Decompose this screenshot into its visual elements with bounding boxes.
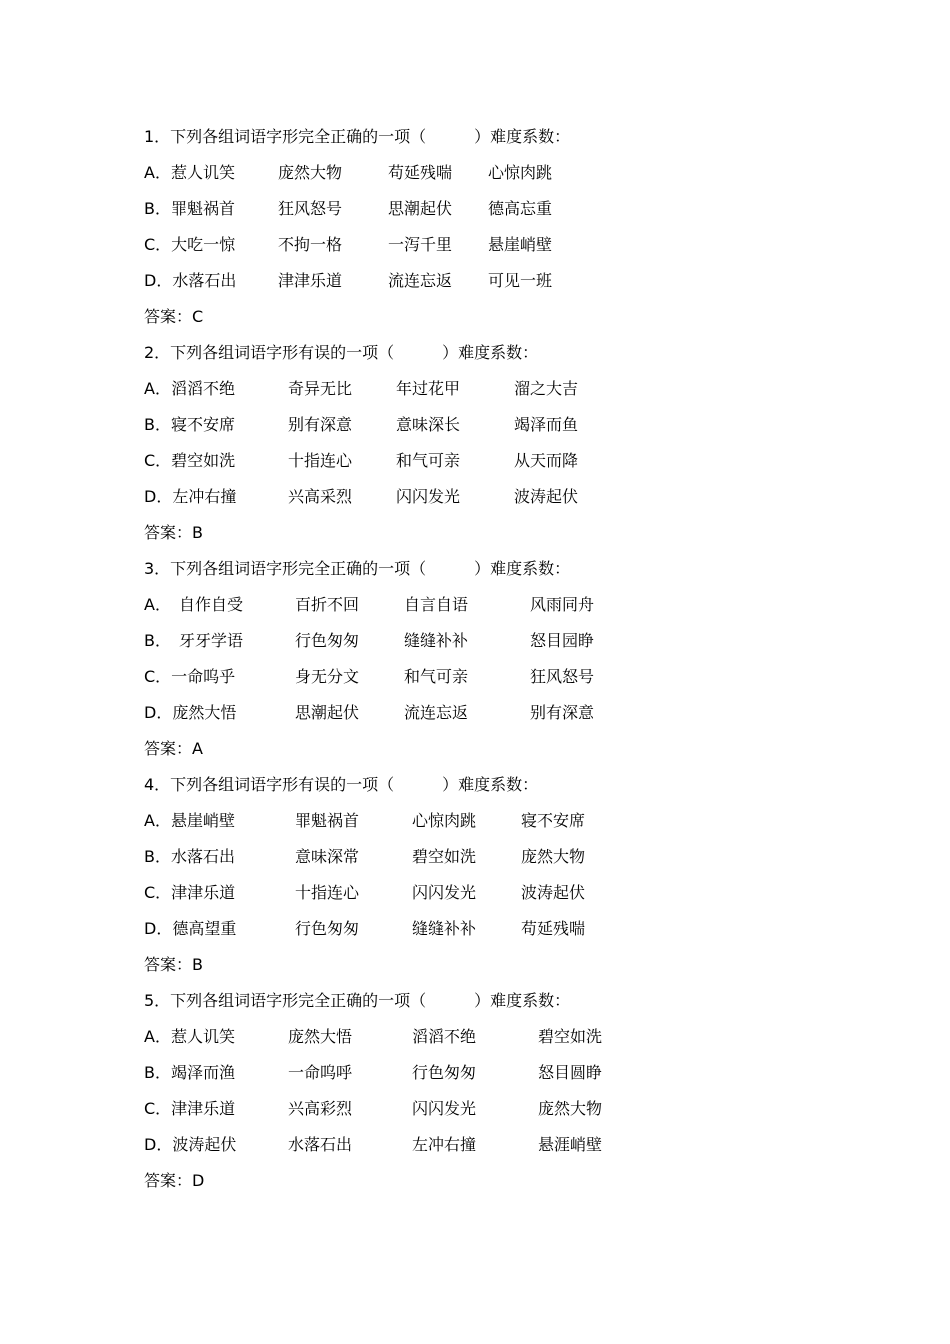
option-term: D．德高望重 bbox=[144, 919, 237, 938]
option-term: 波涛起伏 bbox=[514, 487, 579, 506]
option-term: 怒目园睁 bbox=[530, 631, 595, 650]
option-term: 思潮起伏 bbox=[295, 703, 360, 722]
option-term: 水落石出 bbox=[288, 1135, 353, 1154]
option-term: A． 自作自受 bbox=[144, 595, 243, 614]
option-term: 行色匆匆 bbox=[295, 919, 360, 938]
option-term: B． 牙牙学语 bbox=[144, 631, 243, 650]
option-term: 十指连心 bbox=[288, 451, 353, 470]
option-term: 不拘一格 bbox=[278, 235, 343, 254]
option-term: 十指连心 bbox=[295, 883, 360, 902]
option-term: 怒目圆睁 bbox=[538, 1063, 603, 1082]
option-term: 闪闪发光 bbox=[396, 487, 461, 506]
option-term: 从天而降 bbox=[514, 451, 579, 470]
option-term: 别有深意 bbox=[530, 703, 595, 722]
option-term: A．惹人讥笑 bbox=[144, 1027, 235, 1046]
option-term: 庞然大悟 bbox=[288, 1027, 353, 1046]
option-term: A．悬崖峭壁 bbox=[144, 811, 235, 830]
question-4-stem: 4．下列各组词语字形有误的一项（ ）难度系数： bbox=[144, 775, 539, 794]
option-term: 心惊肉跳 bbox=[412, 811, 477, 830]
option-term: 津津乐道 bbox=[278, 271, 343, 290]
option-term: 竭泽而鱼 bbox=[514, 415, 579, 434]
option-term: 波涛起伏 bbox=[521, 883, 586, 902]
question-3-stem: 3．下列各组词语字形完全正确的一项（ ）难度系数： bbox=[144, 559, 571, 578]
option-term: 意味深常 bbox=[295, 847, 360, 866]
option-term: C．碧空如洗 bbox=[144, 451, 236, 470]
option-term: 流连忘返 bbox=[404, 703, 469, 722]
option-term: 缝缝补补 bbox=[412, 919, 477, 938]
option-term: D．左冲右撞 bbox=[144, 487, 237, 506]
option-term: 德高忘重 bbox=[488, 199, 553, 218]
option-term: 悬涯峭壁 bbox=[538, 1135, 603, 1154]
option-term: 碧空如洗 bbox=[412, 847, 477, 866]
question-5-stem: 5．下列各组词语字形完全正确的一项（ ）难度系数： bbox=[144, 991, 571, 1010]
option-term: C．津津乐道 bbox=[144, 883, 236, 902]
option-term: B．竭泽而渔 bbox=[144, 1063, 235, 1082]
option-term: 意味深长 bbox=[396, 415, 461, 434]
option-term: 风雨同舟 bbox=[530, 595, 595, 614]
option-term: 流连忘返 bbox=[388, 271, 453, 290]
option-term: 和气可亲 bbox=[404, 667, 469, 686]
option-term: 一泻千里 bbox=[388, 235, 453, 254]
option-term: D．庞然大悟 bbox=[144, 703, 237, 722]
option-term: 庞然大物 bbox=[521, 847, 586, 866]
question-2-stem: 2．下列各组词语字形有误的一项（ ）难度系数： bbox=[144, 343, 539, 362]
option-term: 闪闪发光 bbox=[412, 883, 477, 902]
option-term: B．罪魁祸首 bbox=[144, 199, 235, 218]
option-term: 心惊肉跳 bbox=[488, 163, 553, 182]
option-term: 狂风怒号 bbox=[530, 667, 595, 686]
option-term: 年过花甲 bbox=[396, 379, 461, 398]
option-term: 兴高采烈 bbox=[288, 487, 353, 506]
option-term: 滔滔不绝 bbox=[412, 1027, 477, 1046]
option-term: 自言自语 bbox=[404, 595, 469, 614]
option-term: 可见一班 bbox=[488, 271, 553, 290]
option-term: B．水落石出 bbox=[144, 847, 235, 866]
option-term: 别有深意 bbox=[288, 415, 353, 434]
question-4-answer: 答案：B bbox=[144, 955, 203, 974]
option-term: 悬崖峭壁 bbox=[488, 235, 553, 254]
option-term: 左冲右撞 bbox=[412, 1135, 477, 1154]
option-term: 缝缝补补 bbox=[404, 631, 469, 650]
question-2-answer: 答案：B bbox=[144, 523, 203, 542]
option-term: 苟延残喘 bbox=[388, 163, 453, 182]
option-term: 和气可亲 bbox=[396, 451, 461, 470]
option-term: 奇异无比 bbox=[288, 379, 353, 398]
option-term: C．一命呜乎 bbox=[144, 667, 236, 686]
option-term: C．大吃一惊 bbox=[144, 235, 236, 254]
question-1-stem: 1．下列各组词语字形完全正确的一项（ ）难度系数： bbox=[144, 127, 571, 146]
option-term: 庞然大物 bbox=[538, 1099, 603, 1118]
question-1-answer: 答案：C bbox=[144, 307, 204, 326]
option-term: 碧空如洗 bbox=[538, 1027, 603, 1046]
option-term: 寝不安席 bbox=[521, 811, 586, 830]
question-5-answer: 答案：D bbox=[144, 1171, 205, 1190]
option-term: 罪魁祸首 bbox=[295, 811, 360, 830]
option-term: 庞然大物 bbox=[278, 163, 343, 182]
option-term: C．津津乐道 bbox=[144, 1099, 236, 1118]
option-term: 溜之大吉 bbox=[514, 379, 579, 398]
option-term: D．波涛起伏 bbox=[144, 1135, 237, 1154]
option-term: 行色匆匆 bbox=[295, 631, 360, 650]
option-term: 身无分文 bbox=[295, 667, 360, 686]
option-term: 兴高彩烈 bbox=[288, 1099, 353, 1118]
question-3-answer: 答案：A bbox=[144, 739, 203, 758]
option-term: 思潮起伏 bbox=[388, 199, 453, 218]
option-term: 狂风怒号 bbox=[278, 199, 343, 218]
option-term: B．寝不安席 bbox=[144, 415, 235, 434]
option-term: 闪闪发光 bbox=[412, 1099, 477, 1118]
option-term: 百折不回 bbox=[295, 595, 360, 614]
option-term: 行色匆匆 bbox=[412, 1063, 477, 1082]
option-term: 一命呜呼 bbox=[288, 1063, 353, 1082]
option-term: A．惹人讥笑 bbox=[144, 163, 235, 182]
option-term: 苟延残喘 bbox=[521, 919, 586, 938]
option-term: A．滔滔不绝 bbox=[144, 379, 235, 398]
option-term: D．水落石出 bbox=[144, 271, 237, 290]
